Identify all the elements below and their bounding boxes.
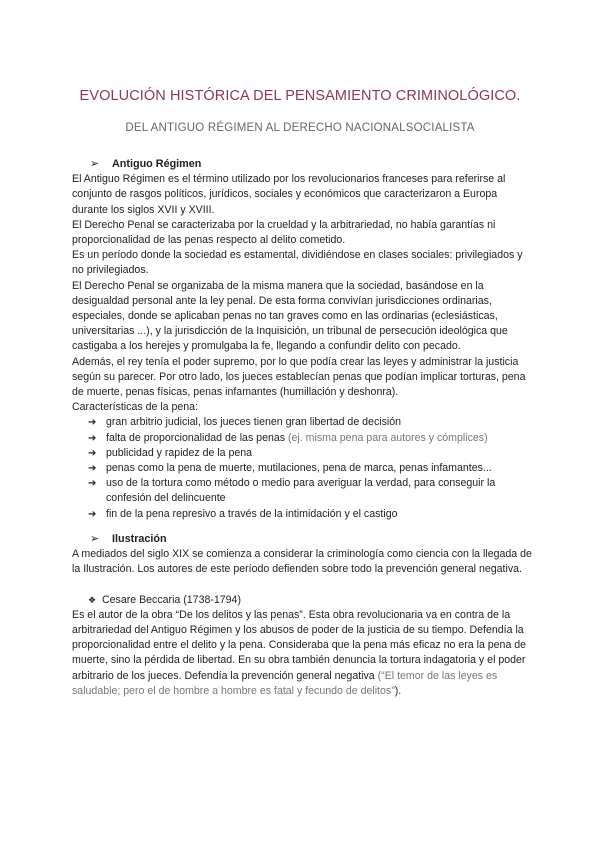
arrow-bullet-icon: ➔	[88, 447, 97, 459]
paragraph: El Derecho Penal se caracterizaba por la crueldad y la arbitrariedad, no había garantías ni proporcionalidad de las penas respecto al delito cometido.	[72, 218, 496, 247]
paragraph: El Antiguo Régimen es el término utilizado por los revolucionarios franceses para referirse al conjunto de rasgos políticos, jurídicos, sociales y económicos que caracterizaron a Europa durante los siglos XVII y XVIII.	[72, 173, 506, 216]
section-antiguo-regimen	[72, 157, 534, 522]
quote: (“El temor de las leyes es saludable; pero el de hombre a hombre es fatal y fecundo de delitos”	[72, 669, 498, 697]
paragraph: Es el autor de la obra “De los delitos y las penas”. Esta obra revolucionaria va en contra de la arbitrariedad del Antiguo Régimen y los abusos de poder de la justicia de su tiempo. Defendía la proporcionalidad entre el delito y la pena. Consideraba que la pena más eficaz no era la pena de muerte, sino la pérdida de libertad. En su obra también denuncia la tortura indagatoria y el poder arbitrario de los jueces. Defendía la prevención general negativa (“El temor de las leyes es saludable; pero el de hombre a hombre es fatal y fecundo de delitos”).	[72, 608, 527, 697]
author-heading	[72, 593, 534, 608]
section-ilustracion	[72, 532, 534, 699]
diamond-bullet-icon: ❖	[88, 594, 97, 605]
list-item: ➔ penas como la pena de muerte, mutilaciones, pena de marca, penas infamantes...	[88, 461, 534, 476]
list-item: ➔ fin de la pena represivo a través de la intimidación y el castigo	[88, 507, 534, 522]
penalty-characteristics-list	[72, 415, 534, 521]
list-item: ➔ gran arbitrio judicial, los jueces tienen gran libertad de decisión	[88, 415, 534, 430]
document-subtitle: DEL ANTIGUO RÉGIMEN AL DERECHO NACIONALSOCIALISTA	[125, 122, 475, 134]
paragraph: El Derecho Penal se organizaba de la misma manera que la sociedad, basándose en la desigualdad personal ante la ley penal. De esta forma convivían jurisdicciones ordinarias, especiales, donde se aplicaban penas no tan graves como en las ordinarias (eclesiásticas, universitarias ...), y la jurisdicción de la Inquisición, un tribunal de persecución ideológica que castigaba a los herejes y promulgaba la fe, llegando a confundir delito con pecado.	[72, 279, 508, 353]
author-name: Cesare Beccaria (1738-1794)	[102, 593, 241, 606]
paragraph: Características de la pena:	[72, 401, 199, 414]
paragraph: Además, el rey tenía el poder supremo, por lo que podía crear las leyes y administrar la justicia según su parecer. Por otro lado, los jueces establecían penas que podían implicar torturas, pena de muerte, penas físicas, penas infamantes (humillación y deshonra).	[72, 355, 526, 399]
section-heading-text: Ilustración	[112, 533, 167, 545]
paragraph: Es un período donde la sociedad es estamental, dividiéndose en clases sociales: privilegiados y no privilegiados.	[72, 249, 523, 277]
section-heading-text: Antiguo Régimen	[112, 158, 202, 170]
arrow-bullet-icon: ➔	[88, 432, 97, 444]
section-heading	[72, 157, 534, 172]
arrow-bullet-icon: ➔	[88, 463, 97, 475]
arrow-bullet-icon: ➔	[88, 478, 97, 490]
list-item-note: (ej. misma pena para autores y cómplices)	[288, 431, 488, 444]
arrowhead-bullet-icon: ➢	[90, 533, 100, 545]
document-title: EVOLUCIÓN HISTÓRICA DEL PENSAMIENTO CRIMINOLÓGICO.	[79, 88, 521, 104]
arrow-bullet-icon: ➔	[88, 417, 97, 429]
arrow-bullet-icon: ➔	[88, 508, 97, 520]
list-item: ➔ uso de la tortura como método o medio para averiguar la verdad, para conseguir la confesión del delincuente	[88, 477, 496, 505]
paragraph: A mediados del siglo XIX se comienza a considerar la criminología como ciencia con la llegada de la Ilustración. Los autores de este período defienden sobre todo la prevención general negativa.	[72, 548, 532, 576]
arrowhead-bullet-icon: ➢	[90, 158, 100, 170]
list-item: ➔ publicidad y rapidez de la pena	[88, 446, 534, 461]
list-item: ➔ falta de proporcionalidad de las penas (ej. misma pena para autores y cómplices)	[88, 431, 534, 446]
section-heading	[72, 532, 534, 547]
